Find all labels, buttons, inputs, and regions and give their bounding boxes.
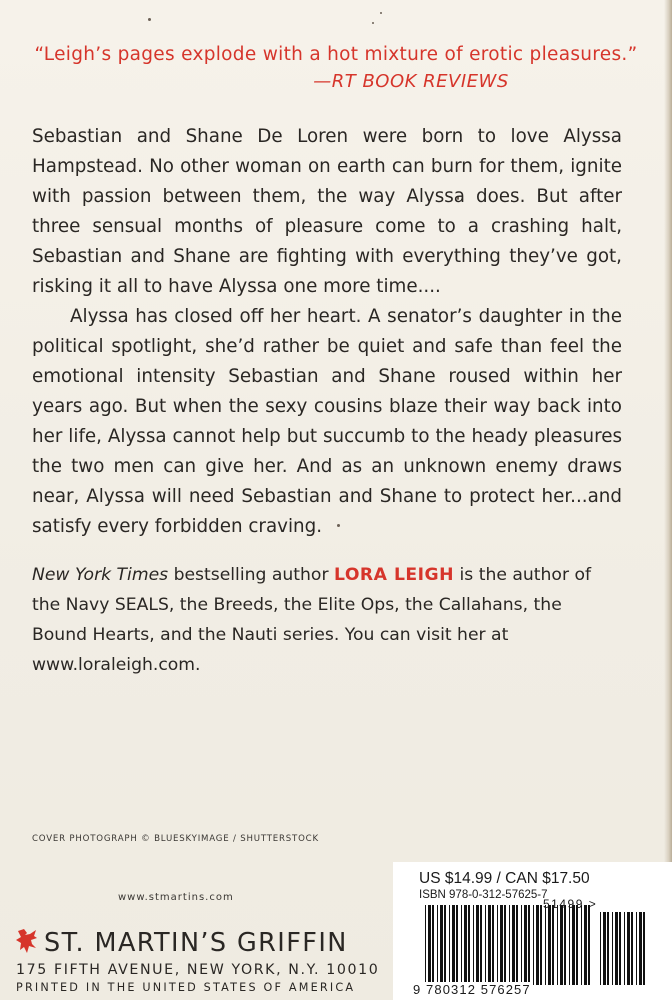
paper-speck — [372, 22, 374, 24]
barcode-bar — [521, 905, 522, 985]
barcode-bar — [569, 905, 570, 985]
barcode-bar — [619, 912, 621, 985]
barcode-bar — [437, 905, 438, 985]
barcode-bar — [548, 905, 551, 985]
publisher-address: 175 FIFTH AVENUE, NEW YORK, N.Y. 10010 — [16, 962, 380, 978]
barcode-bar — [425, 905, 426, 985]
review-quote — [0, 44, 672, 92]
ean-digits: 9 780312 576257 — [413, 982, 531, 997]
barcode-bar — [639, 912, 642, 985]
barcode-bar — [440, 905, 443, 985]
quote-text: “Leigh’s pages explode with a hot mixture of erotic pleasures.” — [34, 44, 638, 65]
barcode-bar — [552, 905, 554, 985]
barcode-bar — [643, 912, 645, 985]
barcode-bar — [581, 905, 582, 985]
paper-speck — [148, 18, 151, 21]
paper-speck — [380, 12, 382, 14]
barcode-bar — [607, 912, 609, 985]
barcode-bar — [461, 905, 462, 985]
barcode-bar — [476, 905, 479, 985]
barcode-bar — [636, 912, 637, 985]
barcode-bar — [497, 905, 498, 985]
barcode-bar — [504, 905, 506, 985]
barcode-bar — [528, 905, 530, 985]
barcode-bar — [449, 905, 450, 985]
griffin-logo-icon — [14, 928, 38, 954]
barcode-bar — [600, 912, 601, 985]
barcode-bar — [564, 905, 566, 985]
barcode-bar — [615, 912, 618, 985]
barcode-panel — [393, 862, 672, 1000]
barcode-bar — [572, 905, 575, 985]
barcode-bar — [473, 905, 474, 985]
author-name: LORA LEIGH — [333, 565, 455, 585]
publisher-website: www.stmartins.com — [118, 892, 234, 903]
barcode-bar — [488, 905, 491, 985]
author-bio-prefix: bestselling author — [168, 565, 334, 585]
blurb-paragraph-2: Alyssa has closed off her heart. A senator’s daughter in the political spotlight, she’d rather be quiet and safe than feel the emotional intensity Sebastian and Shane roused within her years ago. But when the sexy cousins blaze their way back into her life, Alyssa cannot help but succumb to the heady pleasures the two men can give her. And as an unknown enemy draws near, Alyssa will need Sebastian and Shane to protect her...and satisfy every forbidden craving. — [32, 306, 622, 537]
barcode-bar — [627, 912, 630, 985]
barcode-bar — [624, 912, 625, 985]
barcode-bar — [485, 905, 486, 985]
author-bio — [32, 560, 622, 680]
barcode-bar — [500, 905, 503, 985]
barcode-bar — [509, 905, 510, 985]
barcode-bar — [631, 912, 633, 985]
cover-edge — [664, 0, 672, 1000]
book-blurb — [32, 122, 622, 542]
ean-barcode — [424, 905, 594, 985]
barcode-bar — [603, 912, 606, 985]
quote-source: —RT BOOK REVIEWS — [313, 71, 509, 92]
barcode-addon-number: 51499 > — [543, 897, 598, 911]
addon-barcode — [599, 912, 649, 985]
barcode-bar — [492, 905, 494, 985]
barcode-bar — [584, 905, 587, 985]
barcode-bar — [588, 905, 590, 985]
barcode-bar — [452, 905, 455, 985]
barcode-bar — [545, 905, 546, 985]
printed-in-usa: PRINTED IN THE UNITED STATES OF AMERICA — [16, 981, 356, 994]
barcode-bar — [612, 912, 613, 985]
barcode-bar — [512, 905, 515, 985]
barcode-bar — [516, 905, 518, 985]
barcode-bar — [468, 905, 470, 985]
barcode-bar — [576, 905, 578, 985]
publisher-name: ST. MARTIN’S GRIFFIN — [44, 928, 348, 958]
barcode-bar — [560, 905, 563, 985]
barcode-bar — [432, 905, 434, 985]
price-label: US $14.99 / CAN $17.50 — [419, 870, 590, 887]
barcode-bar — [536, 905, 539, 985]
author-bio-newspaper: New York Times — [32, 565, 169, 585]
blurb-paragraph-1: Sebastian and Shane De Loren were born to love Alyssa Hampstead. No other woman on earth can burn for them, ignite with passion between them, the way Alyssa does. But after three sensual months of pleasure come to a crashing halt, Sebastian and Shane are fighting with everything they’ve got, risking it all to have Alyssa one more time.... — [32, 126, 622, 297]
barcode-bar — [464, 905, 467, 985]
barcode-bar — [456, 905, 458, 985]
barcode-bar — [480, 905, 482, 985]
barcode-bar — [428, 905, 431, 985]
cover-photo-credit: COVER PHOTOGRAPH © BLUESKYIMAGE / SHUTTERSTOCK — [32, 834, 319, 844]
isbn-label: ISBN 978-0-312-57625-7 — [419, 889, 548, 901]
barcode-bar — [533, 905, 534, 985]
barcode-bar — [524, 905, 527, 985]
barcode-bar — [540, 905, 542, 985]
barcode-bar — [444, 905, 446, 985]
barcode-bar — [557, 905, 558, 985]
author-bio-text: is the author of the Navy SEALS, the Breeds, the Elite Ops, the Callahans, the Bound Hearts, and the Nauti series. You can visit her at www.loraleigh.com. — [32, 565, 592, 675]
